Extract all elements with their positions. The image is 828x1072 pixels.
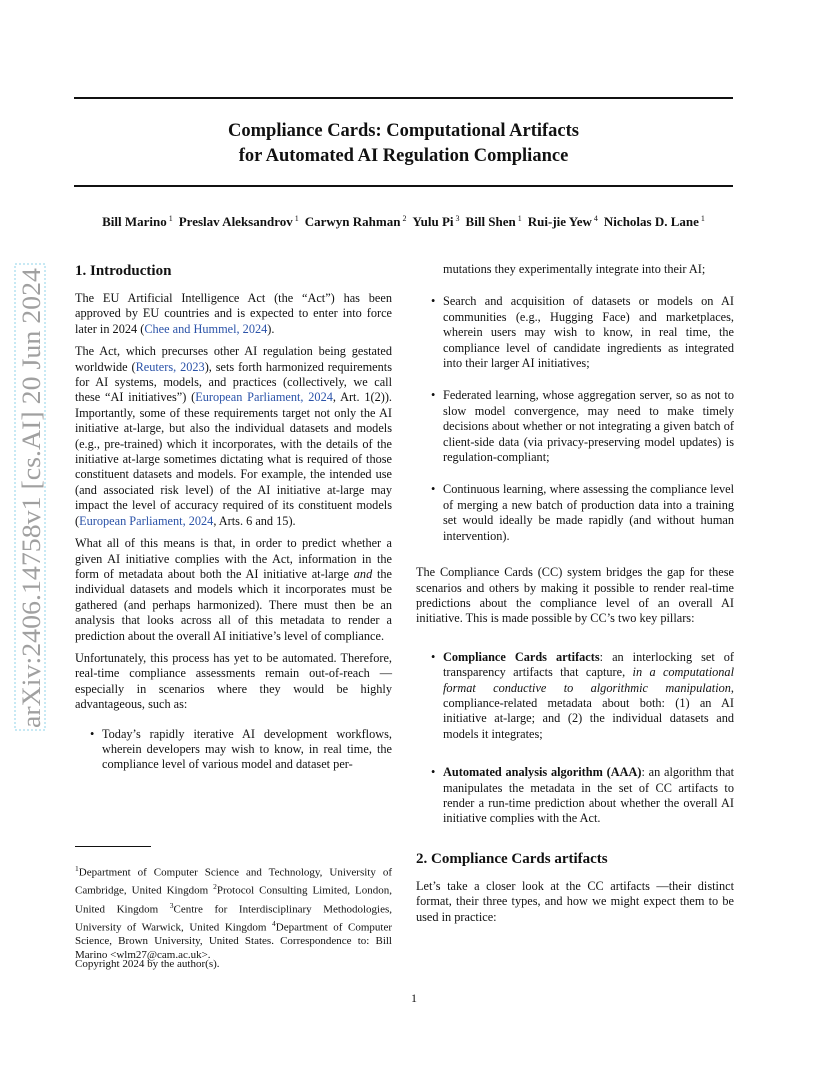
section-heading-compliance-cards: 2. Compliance Cards artifacts [416,850,608,867]
list-item: • Today’s rapidly iterative AI development workflows, wherein developers may wish to know, in real time, the compliance level of various model and dataset per- [75,727,392,773]
title-rule-bottom [74,185,733,187]
author-name: Bill Shen $^1$ [465,214,522,230]
author-name: Carwyn Rahman $^2$ [304,214,407,230]
author-name: Bill Marino $^1$ [102,214,173,230]
affiliations-footnote: $^1$Department of Computer Science and Technology, University of Cambridge, United Kingdom $^2$Protocol Consulting Limited, London, United Kingdom $^3$Centre for Interdisciplinary Methodologies, University of Warwick, United Kingdom $^4$Department of Computer Science, Brown University, United States. Correspondence to: Bill Marino <wlm27@cam.ac.uk>. [75,864,393,961]
intro-paragraph-1: The EU Artificial Intelligence Act (the “Act”) has been approved by EU countries and is expected to enter into force later in 2024 (Chee and Hummel, 2024). [75,291,392,336]
title-line-1: Compliance Cards: Computational Artifacts [228,121,579,141]
title-rule-top [74,97,733,99]
left-column [75,262,392,773]
list-item: • Search and acquisition of datasets or models on AI communities (e.g., Hugging Face) and marketplaces, wherein users may wish to know, in real time, the compliance level of candidate ingredients as integrated into their larger AI initiatives; [416,294,734,371]
list-item: • Continuous learning, where assessing the compliance level of merging a new batch of production data into a training set would ideally be made rapidly (and without human intervention). [416,482,734,544]
list-item: • Federated learning, whose aggregation server, so as not to slow model convergence, may need to make timely decisions about whether or not integrating a given batch of client-side data (via privacy-preserving model updates) is regulation-compliant; [416,388,734,465]
intro-paragraph-2: The Act, which precurses other AI regulation being gestated worldwide (Reuters, 2023), sets forth harmonized requirements for AI systems, models, and practices (collectively, we call these “AI initiatives”) (European Parliament, 2024, Art. 1(2)). Importantly, some of these requirements target not only the AI initiative at-large, but also the individual datasets and models (e.g., pre-trained) which it incorporates, with the details of the initiative at-large sometimes dictating what is required of those constituent datasets and models. For example, the intended use (and associated risk level) of the AI initiative at-large may impact the level of accuracy required of its constituent models (European Parliament, 2024, Arts. 6 and 15). [75,344,392,528]
author-name: Yulu Pi $^3$ [412,214,460,230]
citation[interactable]: European Parliament, 2024 [195,390,333,405]
list-item: • Compliance Cards artifacts: an interlocking set of transparency artifacts that capture, in a computational format conductive to algorithmic manipulation, compliance-related metadata about both: (1) an AI initiative at-large; and (2) the individual datasets and models it integrates; [416,650,734,742]
title-line-2: for Automated AI Regulation Compliance [238,146,569,166]
citation[interactable]: Chee and Hummel, 2024 [144,321,268,336]
author-name: Preslav Aleksandrov $^1$ [178,214,299,230]
list-item-continuation: mutations they experimentally integrate into their AI; [443,262,706,276]
page-number: 1 [411,991,417,1005]
footnote-rule [75,846,151,847]
author-list [74,214,733,230]
paper-title [74,119,733,169]
arxiv-identifier: arXiv:2406.14758v1 [cs.AI] 20 Jun 2024 [17,299,46,728]
arxiv-sidebar [12,262,48,732]
author-name: Rui-jie Yew $^4$ [527,214,598,230]
citation[interactable]: European Parliament, 2024 [79,513,214,528]
intro-paragraph-4: Unfortunately, this process has yet to be automated. Therefore, real-time compliance assessments remain out-of-reach —especially in scenarios where they would be highly advantageous, such as: [75,650,392,712]
copyright-notice: Copyright 2024 by the author(s). [75,958,220,970]
list-item: • Automated analysis algorithm (AAA): an algorithm that manipulates the metadata in the set of CC artifacts to render a run-time prediction about whether the overall AI initiative complies with the Act. [416,765,734,827]
section-heading-introduction: 1. Introduction [75,263,172,279]
citation[interactable]: Reuters, 2023 [135,359,205,374]
cc-paragraph: The Compliance Cards (CC) system bridges the gap for these scenarios and others by making it possible to render real-time predictions about the compliance level of an overall AI initiative. This is made possible by CC’s two key pillars: [416,565,734,626]
intro-paragraph-3: What all of this means is that, in order to predict whether a given AI initiative complies with the Act, information in the form of metadata about both the AI initiative at-large and the individual datasets and models which it incorporates must be gathered (and perhaps harmonized). There must then be an analysis that looks across all of this metadata to render a prediction about the overall AI initiative’s level of compliance. [75,536,392,643]
author-name: Nicholas D. Lane $^1$ [603,214,705,230]
right-column [416,262,734,932]
section-2-paragraph: Let’s take a closer look at the CC artifacts —their distinct format, their three types, and how we might expect them to be used in practice: [416,878,734,924]
